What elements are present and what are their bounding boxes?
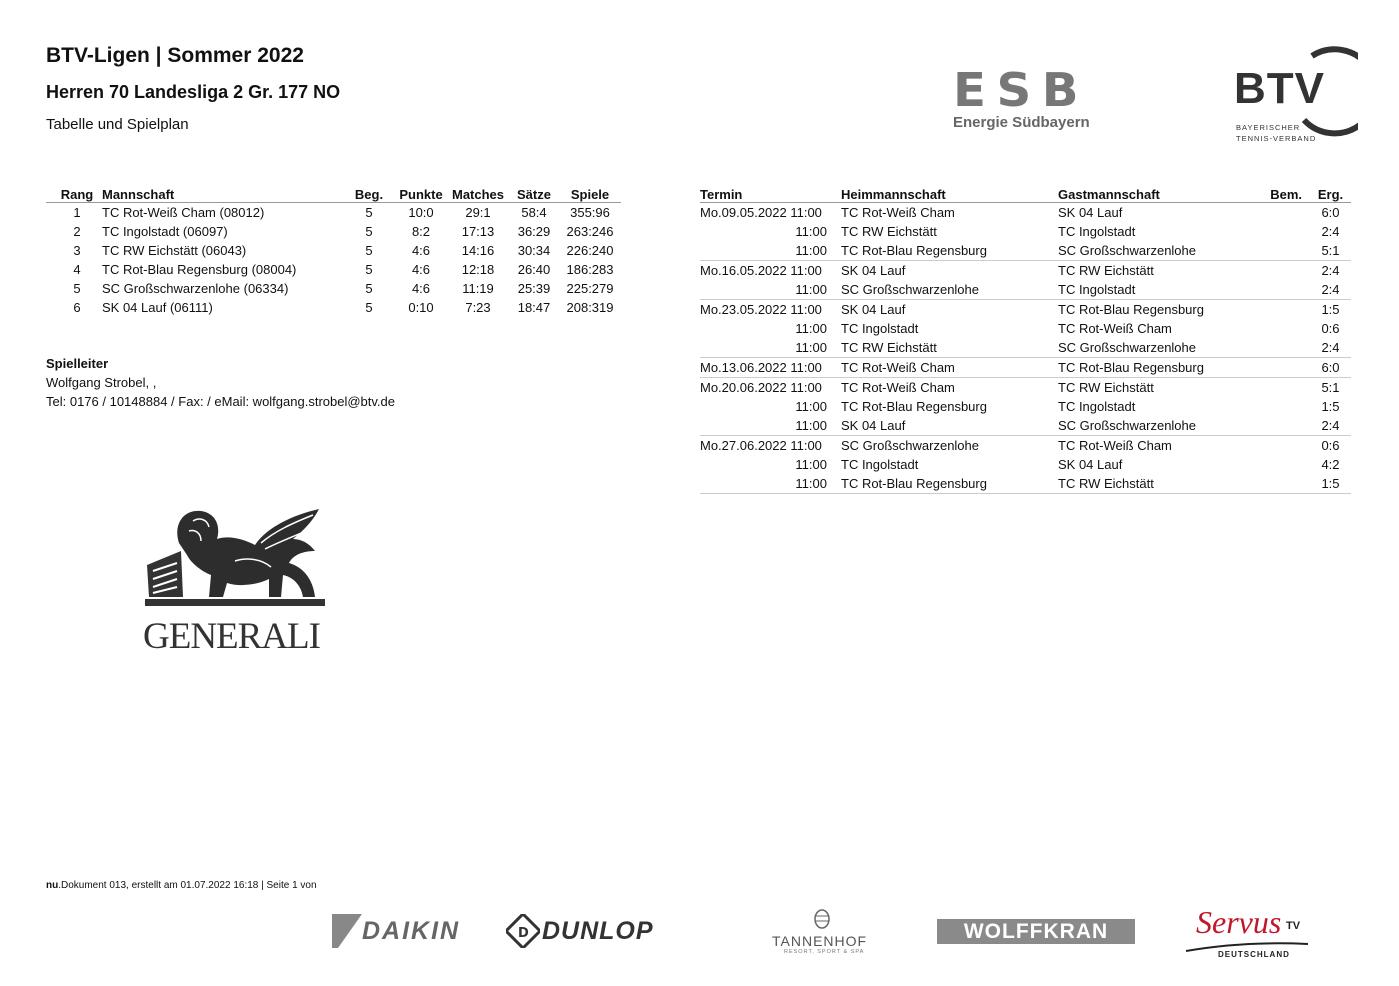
cell-saetze: 25:39 (517, 281, 551, 296)
cell-mannschaft: TC Rot-Weiß Cham (08012) (102, 205, 265, 220)
schedule-row (700, 261, 1351, 281)
standings-header-row (46, 183, 621, 203)
cell-punkte: 4:6 (411, 262, 431, 277)
cell-gast: TC Rot-Blau Regensburg (1058, 358, 1258, 378)
cell-spiele: 225:279 (566, 281, 614, 296)
cell-heim: TC Ingolstadt (841, 321, 919, 336)
schedule-row (700, 378, 1351, 398)
footer-brand: nu (46, 880, 59, 891)
cell-termin: 11:00 (795, 457, 827, 472)
cell-erg: 1:5 (1310, 300, 1351, 320)
cell-gast: SC Großschwarzenlohe (1058, 418, 1196, 433)
spielleiter-heading: Spielleiter (46, 356, 109, 371)
page-title: BTV-Ligen | Sommer 2022 (46, 44, 304, 67)
cell-erg: 6:0 (1310, 358, 1351, 378)
generali-lion-icon (143, 505, 327, 615)
cell-rang: 1 (73, 205, 81, 220)
col-punkte: Punkte (399, 187, 443, 202)
tannenhof-text: TANNENHOF (772, 933, 868, 949)
page-subtitle: Tabelle und Spielplan (46, 116, 189, 133)
cell-bem (1258, 280, 1310, 300)
cell-bem (1258, 416, 1310, 436)
col-heim: Heimmannschaft (841, 187, 946, 202)
schedule-header-row (700, 183, 1351, 203)
cell-heim: TC Ingolstadt (841, 457, 919, 472)
cell-gast: TC RW Eichstätt (1058, 474, 1258, 494)
cell-spiele: 226:240 (566, 243, 614, 258)
schedule-row (700, 338, 1351, 358)
cell-beg: 5 (365, 281, 373, 296)
wolffkran-text: WOLFFKRAN (963, 920, 1109, 943)
schedule-row (700, 300, 1351, 320)
cell-bem (1258, 241, 1310, 261)
col-spiele: Spiele (570, 187, 610, 202)
cell-mannschaft: TC RW Eichstätt (06043) (102, 243, 247, 258)
schedule-table (700, 183, 1351, 494)
cell-termin: Mo.27.06.2022 11:00 (700, 436, 841, 456)
schedule-row (700, 397, 1351, 416)
schedule-row (700, 455, 1351, 474)
schedule-row (700, 436, 1351, 456)
cell-matches: 14:16 (461, 243, 495, 258)
footer-text: .Dokument 013, erstellt am 01.07.2022 16:18 | Seite 1 von (58, 880, 317, 891)
cell-spiele: 263:246 (566, 224, 614, 239)
schedule-row (700, 222, 1351, 241)
cell-termin: 11:00 (795, 243, 827, 258)
cell-gast: TC RW Eichstätt (1058, 261, 1258, 281)
cell-mannschaft: TC Rot-Blau Regensburg (08004) (102, 262, 297, 277)
cell-saetze: 58:4 (521, 205, 547, 220)
cell-matches: 12:18 (461, 262, 495, 277)
cell-gast: TC Ingolstadt (1058, 399, 1136, 414)
cell-termin: 11:00 (700, 474, 841, 494)
spielleiter-name: Wolfgang Strobel, , (46, 375, 157, 390)
cell-termin: 11:00 (795, 224, 827, 239)
cell-erg: 2:4 (1310, 261, 1351, 281)
schedule-row (700, 319, 1351, 338)
tannenhof-logo (770, 907, 874, 957)
cell-termin: 11:00 (795, 340, 827, 355)
cell-beg: 5 (365, 262, 373, 277)
cell-beg: 5 (365, 224, 373, 239)
cell-rang: 5 (73, 281, 81, 296)
cell-heim: TC Rot-Blau Regensburg (841, 399, 987, 414)
servustv-logo (1186, 904, 1310, 962)
footer-note (46, 880, 317, 891)
standings-table (46, 183, 621, 317)
cell-bem (1258, 358, 1310, 378)
svg-text:D: D (518, 926, 529, 941)
cell-erg: 0:6 (1310, 436, 1351, 456)
cell-heim: SC Großschwarzenlohe (841, 436, 1058, 456)
cell-spiele: 208:319 (566, 300, 614, 315)
generali-logo (143, 505, 327, 655)
standings-row (46, 203, 621, 223)
cell-beg: 5 (365, 243, 373, 258)
cell-termin: Mo.23.05.2022 11:00 (700, 300, 841, 320)
col-beg: Beg. (354, 187, 384, 202)
cell-bem (1258, 338, 1310, 358)
col-termin: Termin (700, 187, 743, 202)
cell-erg: 5:1 (1321, 243, 1340, 258)
cell-bem (1258, 474, 1310, 494)
cell-rang: 3 (73, 243, 81, 258)
cell-erg: 2:4 (1321, 282, 1340, 297)
cell-saetze: 26:40 (517, 262, 551, 277)
servus-tv-text: TV (1286, 920, 1301, 932)
league-title: Herren 70 Landesliga 2 Gr. 177 NO (46, 82, 341, 102)
btv-logo (1234, 46, 1358, 146)
cell-heim: TC Rot-Blau Regensburg (841, 474, 1058, 494)
cell-erg: 2:4 (1321, 340, 1340, 355)
cell-mannschaft: SC Großschwarzenlohe (06334) (102, 281, 289, 296)
schedule-row (700, 241, 1351, 261)
cell-termin: 11:00 (795, 399, 827, 414)
cell-matches: 11:19 (462, 281, 494, 296)
cell-bem (1258, 203, 1310, 223)
esb-logo (953, 63, 1109, 134)
cell-gast: TC Ingolstadt (1058, 224, 1136, 239)
schedule-row (700, 416, 1351, 436)
cell-heim: TC RW Eichstätt (841, 224, 937, 239)
btv-mark: BTV (1234, 64, 1325, 113)
cell-termin: 11:00 (795, 321, 827, 336)
col-rang: Rang (60, 187, 94, 202)
servus-text: Servus (1196, 904, 1282, 940)
cell-mannschaft: SK 04 Lauf (06111) (102, 300, 213, 315)
daikin-triangle-icon (332, 914, 362, 948)
cell-erg: 2:4 (1321, 418, 1340, 433)
cell-rang: 6 (73, 300, 81, 315)
cell-erg: 2:4 (1321, 224, 1340, 239)
dunlop-d-icon (506, 914, 540, 948)
standings-row (46, 279, 621, 298)
cell-gast: TC RW Eichstätt (1058, 378, 1258, 398)
pinecone-icon (812, 907, 832, 929)
cell-heim: SK 04 Lauf (841, 300, 1058, 320)
cell-termin: Mo.09.05.2022 11:00 (700, 205, 822, 220)
spielleiter-contact: Tel: 0176 / 10148884 / Fax: / eMail: wolfgang.strobel@btv.de (46, 394, 395, 409)
btv-line1: BAYERISCHER (1236, 123, 1301, 132)
cell-heim: TC RW Eichstätt (841, 340, 937, 355)
cell-heim: TC Rot-Weiß Cham (841, 358, 1058, 378)
cell-spiele: 355:96 (570, 205, 610, 220)
cell-bem (1258, 222, 1310, 241)
cell-beg: 5 (365, 300, 373, 315)
cell-gast: TC Rot-Weiß Cham (1058, 321, 1172, 336)
cell-rang: 4 (73, 262, 81, 277)
cell-saetze: 36:29 (517, 224, 551, 239)
cell-erg: 6:0 (1321, 205, 1340, 220)
cell-punkte: 10:0 (408, 205, 434, 220)
cell-erg: 4:2 (1321, 457, 1340, 472)
esb-text: Energie Südbayern (953, 114, 1090, 131)
cell-bem (1258, 300, 1310, 320)
standings-row (46, 241, 621, 260)
esb-mark: ESB (953, 63, 1090, 117)
col-saetze: Sätze (517, 187, 551, 202)
daikin-text: DAIKIN (362, 917, 461, 945)
standings-row (46, 222, 621, 241)
cell-matches: 17:13 (461, 224, 495, 239)
daikin-logo (332, 914, 486, 948)
cell-heim: SK 04 Lauf (841, 261, 1058, 281)
cell-punkte: 4:6 (411, 243, 431, 258)
cell-mannschaft: TC Ingolstadt (06097) (102, 224, 228, 239)
cell-gast: SC Großschwarzenlohe (1058, 340, 1196, 355)
cell-beg: 5 (365, 205, 373, 220)
cell-gast: SK 04 Lauf (1058, 205, 1123, 220)
col-matches: Matches (451, 187, 505, 202)
cell-bem (1258, 455, 1310, 474)
cell-termin: 11:00 (795, 282, 827, 297)
cell-erg: 0:6 (1321, 321, 1340, 336)
cell-termin: Mo.20.06.2022 11:00 (700, 378, 841, 398)
cell-bem (1258, 319, 1310, 338)
col-gast: Gastmannschaft (1058, 187, 1160, 202)
dunlop-logo (506, 914, 712, 948)
schedule-row (700, 474, 1351, 494)
col-erg: Erg. (1317, 187, 1344, 202)
cell-heim: TC Rot-Weiß Cham (841, 205, 955, 220)
cell-rang: 2 (73, 224, 81, 239)
cell-saetze: 30:34 (517, 243, 551, 258)
cell-bem (1258, 397, 1310, 416)
cell-spiele: 186:283 (566, 262, 614, 277)
cell-gast: SK 04 Lauf (1058, 457, 1123, 472)
cell-punkte: 8:2 (411, 224, 431, 239)
cell-matches: 29:1 (465, 205, 491, 220)
dunlop-text: DUNLOP (542, 917, 654, 945)
cell-heim: SC Großschwarzenlohe (841, 282, 979, 297)
cell-gast: TC Ingolstadt (1058, 282, 1136, 297)
cell-erg: 5:1 (1310, 378, 1351, 398)
schedule-row (700, 280, 1351, 300)
cell-termin: Mo.16.05.2022 11:00 (700, 261, 841, 281)
cell-termin: 11:00 (795, 418, 827, 433)
cell-erg: 1:5 (1321, 399, 1340, 414)
col-bem: Bem. (1270, 187, 1302, 202)
standings-row (46, 298, 621, 317)
wolffkran-logo (937, 919, 1135, 944)
cell-punkte: 0:10 (408, 300, 434, 315)
btv-line2: TENNIS-VERBAND (1236, 134, 1317, 143)
cell-heim: TC Rot-Blau Regensburg (841, 243, 987, 258)
cell-erg: 1:5 (1310, 474, 1351, 494)
cell-gast: SC Großschwarzenlohe (1058, 243, 1196, 258)
servus-sub-text: DEUTSCHLAND (1218, 950, 1290, 959)
cell-heim: SK 04 Lauf (841, 418, 906, 433)
col-mannschaft: Mannschaft (102, 187, 175, 202)
cell-gast: TC Rot-Blau Regensburg (1058, 300, 1258, 320)
cell-saetze: 18:47 (517, 300, 551, 315)
generali-text: GENERALI (143, 616, 320, 657)
tannenhof-sub: RESORT, SPORT & SPA (784, 949, 865, 955)
cell-termin: Mo.13.06.2022 11:00 (700, 358, 841, 378)
schedule-row (700, 358, 1351, 378)
cell-punkte: 4:6 (411, 281, 431, 296)
cell-gast: TC Rot-Weiß Cham (1058, 436, 1258, 456)
cell-bem (1258, 378, 1310, 398)
standings-row (46, 260, 621, 279)
cell-bem (1258, 261, 1310, 281)
schedule-row (700, 203, 1351, 223)
cell-bem (1258, 436, 1310, 456)
cell-matches: 7:23 (465, 300, 491, 315)
cell-heim: TC Rot-Weiß Cham (841, 378, 1058, 398)
